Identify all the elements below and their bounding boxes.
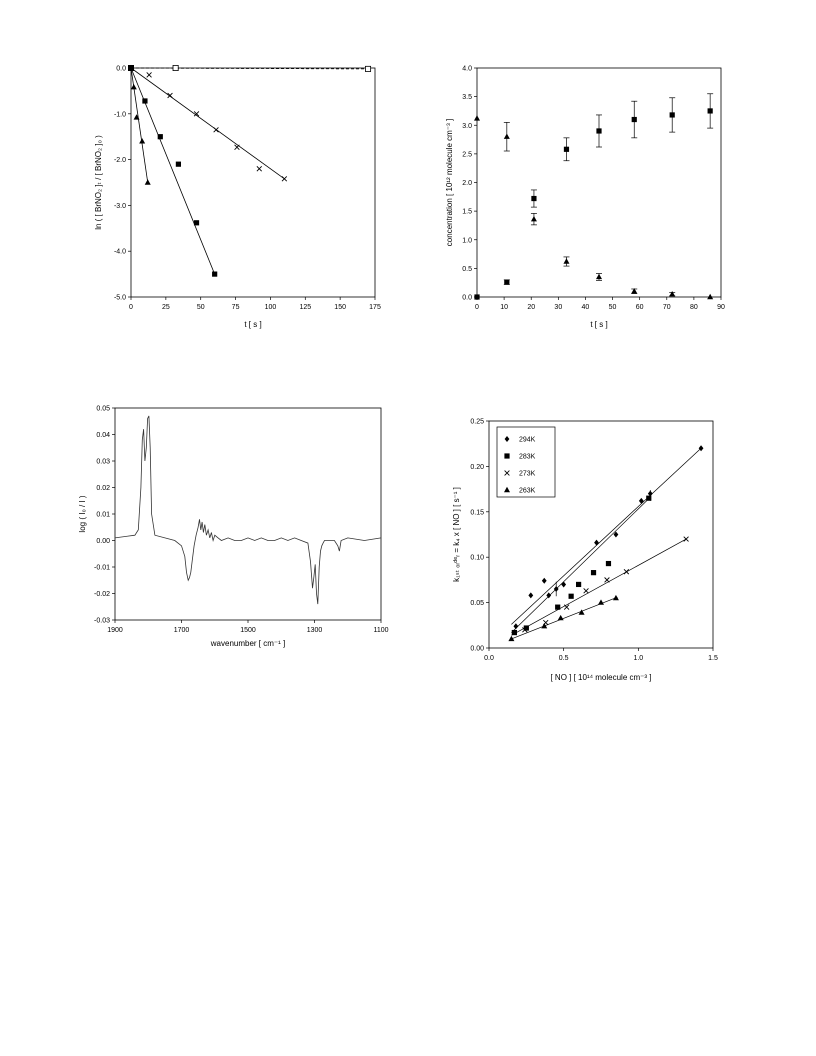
- data-point-1: [531, 216, 537, 221]
- data-point-0: [173, 65, 178, 70]
- fit-line-1: [131, 68, 284, 179]
- y-tick-label: 0.0: [462, 294, 472, 302]
- data-point-2: [194, 220, 199, 225]
- x-tick-label: 150: [334, 304, 346, 311]
- y-tick-label: -5.0: [113, 294, 126, 302]
- data-point-0: [596, 128, 601, 133]
- y-tick-label: 0.20: [470, 463, 484, 471]
- y-tick-label: 3.5: [462, 94, 472, 102]
- y-tick-label: -0.03: [94, 617, 110, 625]
- data-point-1: [214, 127, 219, 132]
- data-point-0: [632, 117, 637, 122]
- y-tick-label: -0.02: [94, 591, 110, 598]
- x-axis-label: [ NO ] [ 10¹⁴ molecule cm⁻³ ]: [550, 673, 652, 682]
- y-tick-label: 1.0: [462, 237, 472, 245]
- y-tick-label: 0.05: [96, 405, 110, 413]
- x-tick-label: 20: [527, 304, 536, 311]
- data-point-2: [158, 134, 163, 139]
- data-point-2: [212, 272, 217, 277]
- data-point-1: [504, 134, 510, 139]
- x-tick-label: 60: [635, 304, 644, 311]
- data-point-1: [563, 258, 569, 263]
- y-tick-label: 0.0: [116, 65, 126, 73]
- x-tick-label: 0: [129, 304, 133, 311]
- y-tick-label: -0.01: [94, 564, 110, 572]
- data-point-1: [235, 145, 240, 150]
- y-tick-label: 4.0: [462, 65, 472, 73]
- data-point-3: [139, 138, 145, 143]
- y-axis-label: concentration [ 10¹² molecule cm⁻³ ]: [445, 118, 454, 247]
- y-tick-label: 1.5: [462, 208, 472, 216]
- y-tick-label: 0.5: [462, 265, 472, 273]
- x-tick-label: 40: [581, 304, 590, 311]
- legend-label-294K: 294K: [519, 436, 536, 444]
- data-point-0: [365, 66, 370, 71]
- x-tick-label: 70: [662, 304, 671, 311]
- y-tick-label: 0.02: [96, 485, 110, 492]
- x-tick-label: 0.0: [484, 655, 494, 662]
- x-tick-label: 90: [717, 304, 725, 311]
- legend-marker-283K: [504, 453, 509, 458]
- data-point-294K: [594, 540, 599, 546]
- y-axis-label: ln ( [ BrNO₂ ]ₜ / [ BrNO₂ ]₀ ): [94, 135, 103, 230]
- data-point-0: [670, 112, 675, 117]
- chart-first-order-rate-vs-no: [452, 419, 718, 683]
- legend-label-273K: 273K: [519, 470, 536, 478]
- fit-line-273K: [511, 539, 686, 635]
- y-tick-label: 0.01: [96, 511, 110, 519]
- data-point-0: [504, 280, 509, 285]
- data-point-1: [669, 291, 675, 296]
- x-tick-label: 175: [369, 304, 381, 311]
- data-point-0: [564, 147, 569, 152]
- data-point-1: [474, 115, 480, 120]
- y-axis-label: log ( I₀ / I ): [78, 495, 87, 533]
- data-point-263K: [613, 595, 619, 600]
- data-point-283K: [569, 594, 574, 599]
- y-tick-label: 0.15: [470, 509, 484, 517]
- chart-concentration-vs-time: [445, 66, 725, 330]
- x-tick-label: 80: [689, 304, 698, 311]
- y-tick-label: -4.0: [113, 248, 126, 256]
- legend-label-263K: 263K: [519, 487, 536, 495]
- x-tick-label: 0: [475, 304, 479, 311]
- x-axis-label: wavenumber [ cm⁻¹ ]: [210, 639, 286, 648]
- y-axis-label: k₁ₛₜ ₒᵣᵈᵉᵣ = k₄ x [ NO ] [ s⁻¹ ]: [452, 487, 461, 582]
- plot-frame: [131, 68, 375, 297]
- y-tick-label: 2.0: [462, 180, 472, 187]
- data-point-2: [176, 162, 181, 167]
- x-tick-label: 1500: [240, 627, 256, 634]
- y-tick-label: 0.00: [96, 538, 110, 545]
- data-point-273K: [684, 537, 689, 542]
- x-axis-label: t [ s ]: [590, 320, 608, 329]
- y-tick-label: -2.0: [113, 157, 126, 165]
- y-tick-label: 0.04: [96, 432, 110, 439]
- data-point-0: [474, 294, 479, 299]
- y-tick-label: 0.05: [470, 600, 484, 608]
- x-axis-label: t [ s ]: [244, 320, 262, 329]
- data-point-273K: [564, 605, 569, 610]
- y-tick-label: 3.0: [462, 122, 472, 130]
- y-tick-label: 0.25: [470, 418, 484, 426]
- data-point-294K: [561, 581, 566, 587]
- data-point-0: [531, 196, 536, 201]
- data-point-283K: [591, 570, 596, 575]
- data-point-294K: [639, 498, 644, 504]
- x-tick-label: 1100: [373, 627, 389, 634]
- plot-frame: [477, 68, 721, 297]
- data-point-2: [142, 98, 147, 103]
- data-point-1: [147, 72, 152, 77]
- data-point-294K: [542, 578, 547, 584]
- spectrum-line: [115, 416, 381, 604]
- x-tick-label: 125: [299, 304, 312, 311]
- x-tick-label: 1700: [173, 627, 190, 634]
- chart-ir-spectrum: [78, 406, 389, 649]
- y-tick-label: -1.0: [113, 111, 126, 119]
- data-point-0: [708, 108, 713, 113]
- data-point-1: [257, 166, 262, 171]
- data-point-294K: [528, 592, 533, 598]
- y-tick-label: 0.00: [470, 645, 484, 653]
- legend-label-283K: 283K: [519, 453, 536, 461]
- x-tick-label: 1900: [107, 627, 123, 634]
- chart-ln-brno2-vs-time: [94, 65, 381, 329]
- x-tick-label: 50: [608, 304, 617, 311]
- plot-frame: [115, 408, 381, 620]
- data-point-294K: [699, 445, 704, 451]
- x-tick-label: 100: [264, 304, 277, 311]
- x-tick-label: 10: [500, 304, 509, 311]
- x-tick-label: 0.5: [558, 655, 569, 662]
- data-point-1: [707, 294, 713, 299]
- data-point-263K: [558, 615, 564, 620]
- y-tick-label: -3.0: [113, 202, 126, 210]
- y-tick-label: 2.5: [462, 151, 472, 159]
- x-tick-label: 1.5: [708, 655, 718, 662]
- data-point-1: [596, 274, 602, 279]
- y-tick-label: 0.03: [96, 458, 110, 466]
- data-point-263K: [598, 599, 604, 604]
- x-tick-label: 1.0: [633, 655, 644, 662]
- x-tick-label: 30: [554, 304, 563, 311]
- data-point-3: [134, 114, 140, 119]
- x-tick-label: 1300: [306, 627, 323, 634]
- data-point-3: [145, 179, 151, 184]
- data-point-1: [282, 176, 287, 181]
- x-tick-label: 75: [231, 304, 240, 311]
- data-point-273K: [624, 569, 629, 574]
- data-point-283K: [606, 561, 611, 566]
- data-point-273K: [605, 578, 610, 583]
- data-point-283K: [576, 582, 581, 587]
- x-tick-label: 25: [161, 304, 170, 311]
- x-tick-label: 50: [196, 304, 205, 311]
- data-point-3: [131, 84, 137, 89]
- data-point-273K: [584, 588, 589, 593]
- y-tick-label: 0.10: [470, 554, 484, 562]
